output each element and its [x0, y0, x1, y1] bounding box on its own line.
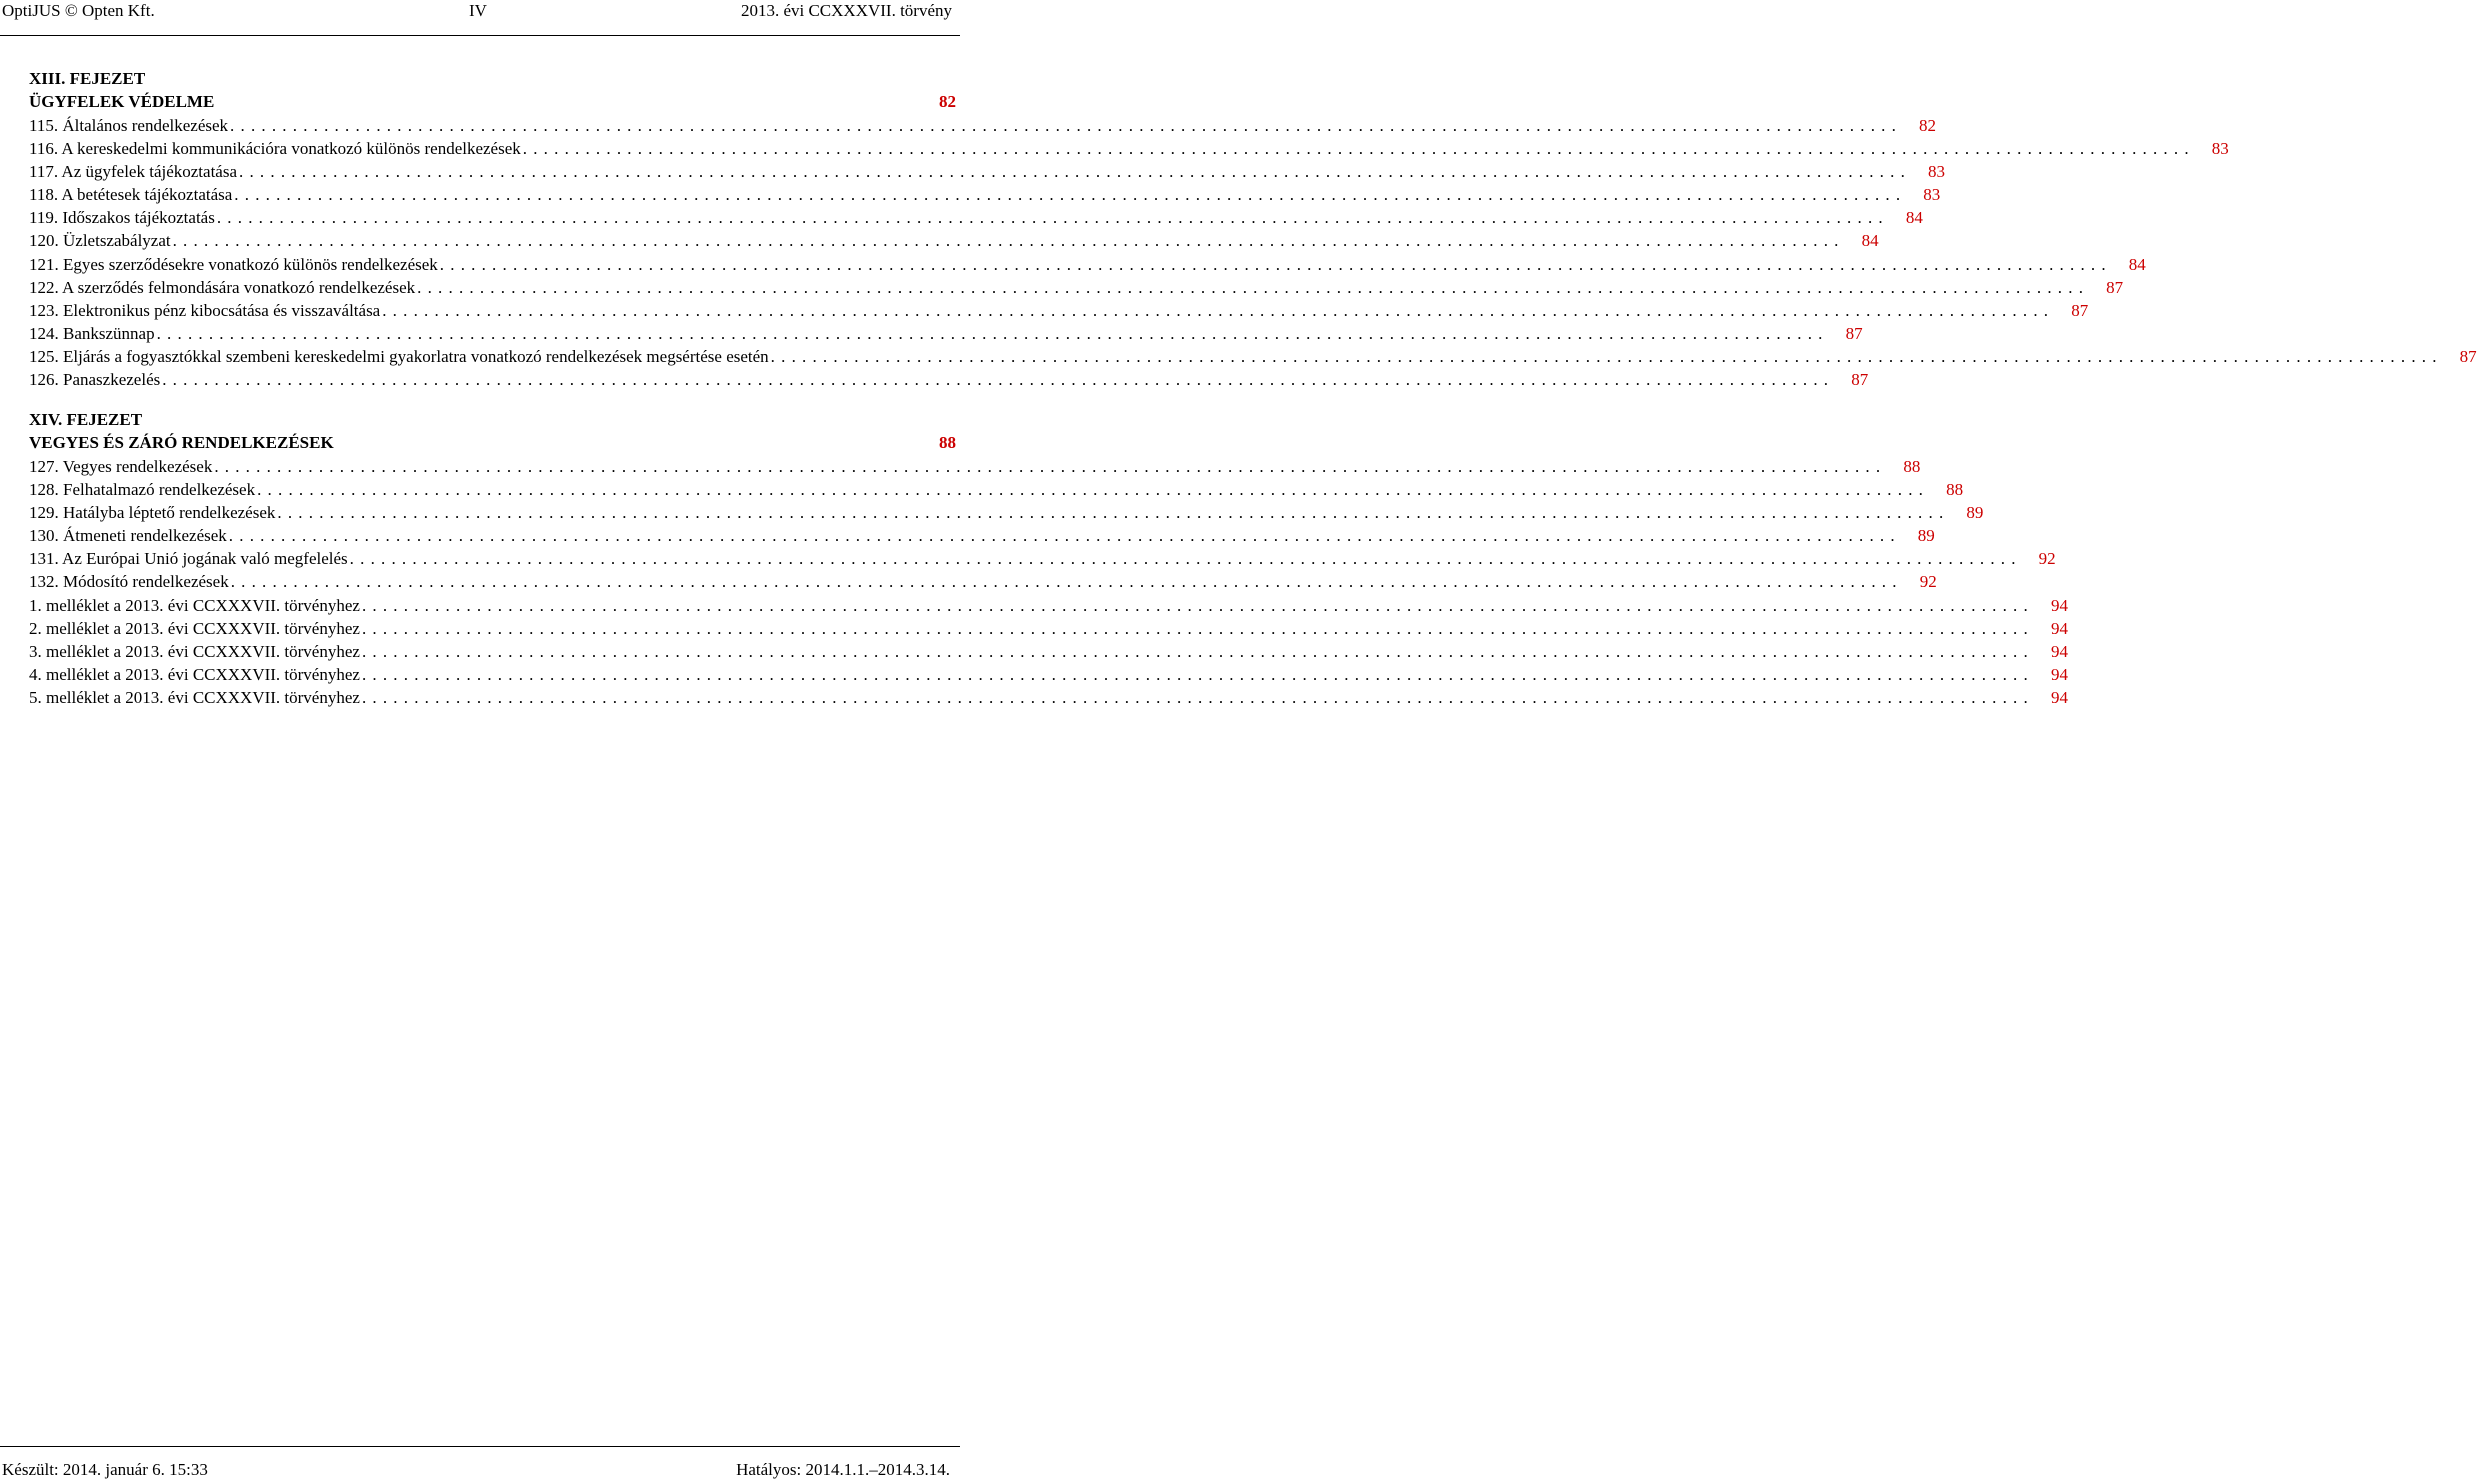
dot-leader: ................................................................................................................................................................	[239, 162, 1912, 182]
toc-entry[interactable]	[29, 114, 1937, 137]
toc-entry-label: 125. Eljárás a fogyasztókkal szembeni kereskedelmi gyakorlatra vonatkozó rendelkezések megsértése esetén	[29, 346, 769, 366]
chapter-label: XIII. FEJEZET	[29, 69, 146, 88]
toc-chapter-14	[29, 408, 2068, 709]
toc-entry[interactable]	[29, 640, 2068, 663]
toc-entry-page-link[interactable]: 89	[1966, 503, 1984, 523]
toc-entry-label: 1. melléklet a 2013. évi CCXXXVII. törvényhez	[29, 595, 360, 615]
toc-entry-label: 118. A betétesek tájékoztatása	[29, 185, 233, 205]
dot-leader: ................................................................................................................................................................	[257, 480, 1930, 500]
toc-entry-page-link[interactable]: 94	[2050, 687, 2068, 707]
toc-entry[interactable]	[29, 686, 2068, 709]
header-document-title: 2013. évi CCXXXVII. törvény	[740, 1, 952, 20]
chapter-label: XIV. FEJEZET	[29, 410, 143, 429]
dot-leader: ................................................................................................................................................................	[770, 346, 2443, 366]
dot-leader: ................................................................................................................................................................	[522, 139, 2195, 159]
toc-entries	[29, 114, 2477, 391]
toc-entry-page-link[interactable]: 94	[2050, 641, 2068, 661]
toc-entry-page-link[interactable]: 94	[2050, 664, 2068, 684]
header-publisher: OptiJUS © Opten Kft.	[2, 1, 155, 20]
dot-leader: ................................................................................................................................................................	[172, 231, 1845, 251]
toc-entry-label: 129. Hatályba léptető rendelkezések	[29, 503, 276, 523]
toc-entry-label: 2. melléklet a 2013. évi CCXXXVII. törvényhez	[29, 618, 360, 638]
dot-leader: ................................................................................................................................................................	[382, 300, 2055, 320]
toc-entry[interactable]	[29, 455, 1921, 478]
dot-leader: ................................................................................................................................................................	[228, 526, 1901, 546]
toc-entry[interactable]	[29, 368, 1869, 391]
toc-entry[interactable]	[29, 570, 1937, 593]
toc-entry[interactable]	[29, 299, 2089, 322]
dot-leader: ................................................................................................................................................................	[361, 618, 2034, 638]
footer-rule	[0, 1446, 960, 1447]
toc-entry-page-link[interactable]: 87	[2106, 277, 2124, 297]
toc-entry[interactable]	[29, 547, 2056, 570]
toc-entry-page-link[interactable]: 92	[2038, 549, 2056, 569]
toc-entry[interactable]	[29, 322, 1863, 345]
dot-leader: ................................................................................................................................................................	[162, 370, 1835, 390]
toc-entry[interactable]	[29, 137, 2229, 160]
chapter-page-link[interactable]: 88	[939, 433, 956, 452]
toc-entry-label: 115. Általános rendelkezések	[29, 116, 229, 135]
dot-leader: ................................................................................................................................................................	[277, 503, 1950, 523]
toc-entry-page-link[interactable]: 92	[1919, 572, 1937, 592]
toc-entry-page-link[interactable]: 88	[1946, 480, 1964, 500]
dot-leader: ................................................................................................................................................................	[361, 664, 2034, 684]
toc-entry-page-link[interactable]: 87	[1845, 323, 1863, 343]
toc-entry[interactable]	[29, 501, 1984, 524]
toc-entry[interactable]	[29, 253, 2146, 276]
dot-leader: ................................................................................................................................................................	[230, 116, 1903, 135]
dot-leader: ................................................................................................................................................................	[234, 185, 1907, 205]
toc-entry[interactable]	[29, 345, 2477, 368]
dot-leader: ................................................................................................................................................................	[156, 323, 1829, 343]
dot-leader: ................................................................................................................................................................	[349, 549, 2022, 569]
toc-entry[interactable]	[29, 229, 1879, 252]
page-header	[0, 0, 960, 38]
toc-entry-page-link[interactable]: 94	[2050, 595, 2068, 615]
toc-entry-label: 4. melléklet a 2013. évi CCXXXVII. törvényhez	[29, 664, 360, 684]
toc-entry-label: 132. Módosító rendelkezések	[29, 572, 229, 592]
chapter-title-text: VEGYES ÉS ZÁRÓ RENDELKEZÉSEK	[29, 433, 334, 452]
toc-entries	[29, 455, 2068, 709]
toc-entry-label: 130. Átmeneti rendelkezések	[29, 526, 227, 546]
toc-entry-page-link[interactable]: 87	[2459, 346, 2477, 366]
toc-entry-page-link[interactable]: 83	[2211, 139, 2229, 159]
toc-entry[interactable]	[29, 276, 2124, 299]
dot-leader: ................................................................................................................................................................	[361, 595, 2034, 615]
toc-entry-page-link[interactable]: 84	[2128, 254, 2146, 274]
toc-entry-page-link[interactable]: 89	[1917, 526, 1935, 546]
chapter-title[interactable]	[29, 431, 956, 455]
toc-entry-label: 126. Panaszkezelés	[29, 370, 161, 390]
toc-entry-label: 117. Az ügyfelek tájékoztatása	[29, 162, 238, 182]
toc-entry-label: 121. Egyes szerződésekre vonatkozó különös rendelkezések	[29, 254, 438, 274]
toc-entry-label: 119. Időszakos tájékoztatás	[29, 208, 215, 228]
dot-leader: ................................................................................................................................................................	[230, 572, 1903, 592]
toc-entry-label: 131. Az Európai Unió jogának való megfelelés	[29, 549, 348, 569]
chapter-title[interactable]	[29, 90, 956, 114]
toc-entry[interactable]	[29, 183, 1941, 206]
toc-entry-label: 124. Bankszünnap	[29, 323, 155, 343]
header-rule	[0, 35, 960, 36]
toc-entry-page-link[interactable]: 88	[1903, 457, 1921, 476]
toc-entry-page-link[interactable]: 87	[2071, 300, 2089, 320]
dot-leader: ................................................................................................................................................................	[361, 687, 2034, 707]
toc-entry-page-link[interactable]: 84	[1861, 231, 1879, 251]
toc-entry-page-link[interactable]: 82	[1919, 116, 1937, 135]
page-footer	[0, 1446, 960, 1481]
toc-entry-label: 3. melléklet a 2013. évi CCXXXVII. törvényhez	[29, 641, 360, 661]
toc-chapter-13	[29, 67, 2477, 391]
toc-entry-label: 123. Elektronikus pénz kibocsátása és visszaváltása	[29, 300, 381, 320]
toc-entry-label: 127. Vegyes rendelkezések	[29, 457, 213, 476]
toc-entry-label: 120. Üzletszabályzat	[29, 231, 171, 251]
header-page-number: IV	[469, 1, 487, 20]
dot-leader: ................................................................................................................................................................	[361, 641, 2034, 661]
toc-entry[interactable]	[29, 160, 1946, 183]
toc-entry-page-link[interactable]: 87	[1851, 370, 1869, 390]
toc-entry[interactable]	[29, 617, 2068, 640]
toc-entry-label: 5. melléklet a 2013. évi CCXXXVII. törvényhez	[29, 687, 360, 707]
toc-entry[interactable]	[29, 524, 1935, 547]
toc-entry[interactable]	[29, 478, 1964, 501]
toc-entry-label: 122. A szerződés felmondására vonatkozó rendelkezések	[29, 277, 416, 297]
dot-leader: ................................................................................................................................................................	[439, 254, 2112, 274]
toc-entry-label: 128. Felhatalmazó rendelkezések	[29, 480, 256, 500]
toc-entry-page-link[interactable]: 94	[2050, 618, 2068, 638]
dot-leader: ................................................................................................................................................................	[216, 208, 1889, 228]
toc-entry[interactable]	[29, 594, 2068, 617]
toc-entry-page-link[interactable]: 83	[1928, 162, 1946, 182]
dot-leader: ................................................................................................................................................................	[214, 457, 1887, 476]
toc-entry[interactable]	[29, 206, 1923, 229]
toc-entry-label: 116. A kereskedelmi kommunikációra vonatkozó különös rendelkezések	[29, 139, 521, 159]
toc-entry-page-link[interactable]: 83	[1923, 185, 1941, 205]
chapter-title-text: ÜGYFELEK VÉDELME	[29, 92, 215, 111]
footer-effective: Hatályos: 2014.1.1.–2014.3.14.	[736, 1460, 950, 1479]
footer-created: Készült: 2014. január 6. 15:33	[2, 1460, 208, 1479]
chapter-page-link[interactable]: 82	[939, 92, 956, 111]
toc-entry[interactable]	[29, 663, 2068, 686]
dot-leader: ................................................................................................................................................................	[417, 277, 2090, 297]
toc-entry-page-link[interactable]: 84	[1905, 208, 1923, 228]
